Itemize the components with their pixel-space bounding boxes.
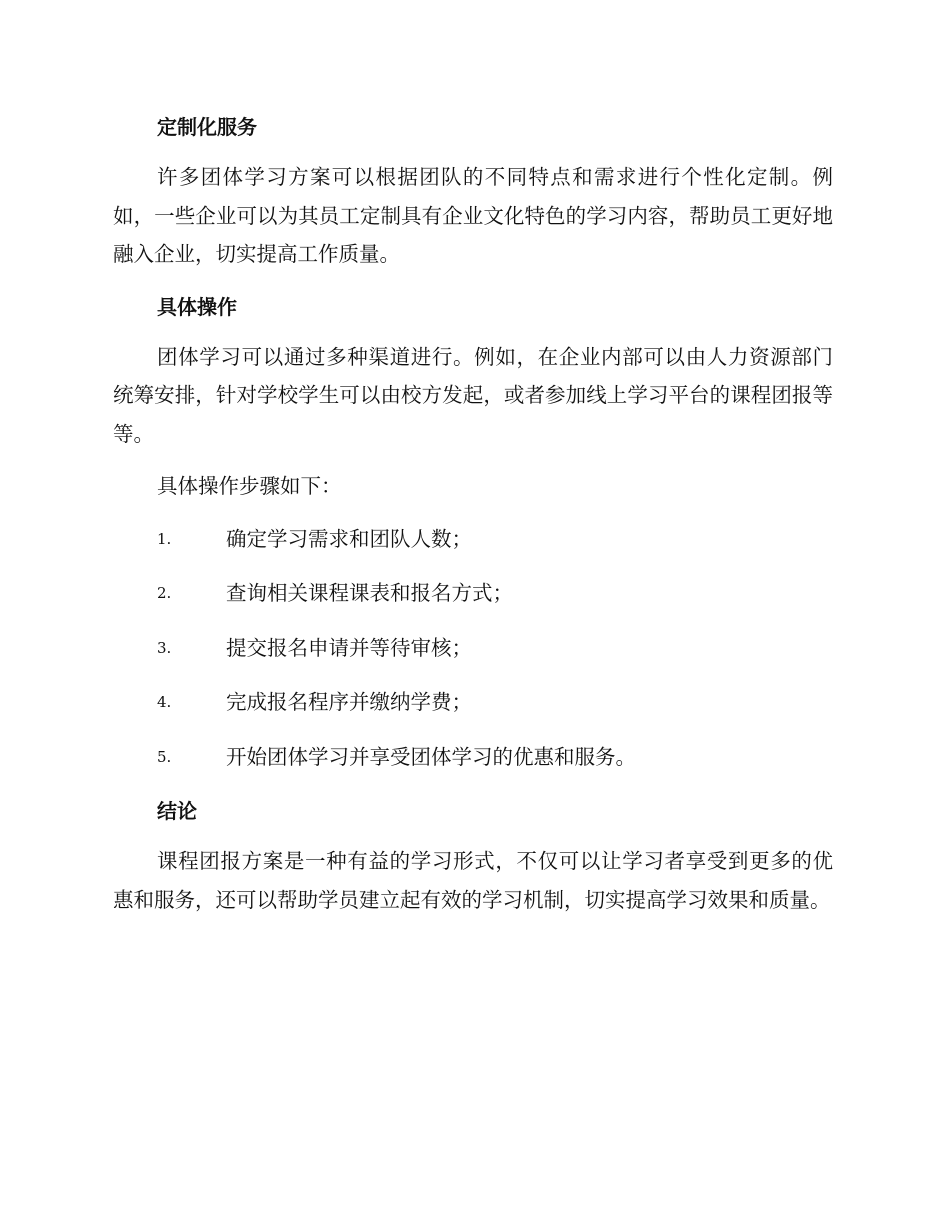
section-heading: 结论 — [157, 799, 197, 823]
list-text: 开始团体学习并享受团体学习的优惠和服务。 — [226, 744, 636, 769]
section-heading: 定制化服务 — [157, 115, 257, 139]
list-item — [113, 738, 833, 776]
list-item — [113, 574, 833, 612]
list-number: 1. — [157, 529, 172, 548]
steps-list — [113, 520, 833, 776]
list-text: 完成报名程序并缴纳学费； — [226, 690, 472, 714]
body-paragraph: 许多团体学习方案可以根据团队的不同特点和需求进行个性化定制。例如，一些企业可以为其员工定制具有企业文化特色的学习内容，帮助员工更好地融入企业，切实提高工作质量。 — [113, 165, 833, 266]
body-paragraph: 团体学习可以通过多种渠道进行。例如，在企业内部可以由人力资源部门统筹安排，针对学校学生可以由校方发起，或者参加线上学习平台的课程团报等等。 — [113, 344, 833, 446]
list-item — [113, 683, 833, 721]
list-text: 确定学习需求和团队人数； — [226, 526, 472, 551]
section-conclusion — [113, 792, 833, 919]
steps-intro: 具体操作步骤如下： — [157, 474, 342, 498]
list-item — [113, 629, 833, 667]
document-body — [113, 108, 833, 933]
list-item — [113, 520, 833, 558]
list-number: 3. — [157, 638, 172, 657]
section-customized-service — [113, 108, 833, 274]
list-text: 查询相关课程课表和报名方式； — [226, 581, 513, 605]
list-number: 5. — [157, 747, 172, 766]
section-heading: 具体操作 — [157, 294, 237, 319]
section-specific-operation — [113, 288, 833, 776]
list-number: 4. — [157, 693, 172, 711]
list-text: 提交报名申请并等待审核； — [226, 635, 472, 660]
list-number: 2. — [157, 584, 172, 602]
body-paragraph: 课程团报方案是一种有益的学习形式，不仅可以让学习者享受到更多的优惠和服务，还可以帮助学员建立起有效的学习机制，切实提高学习效果和质量。 — [113, 849, 833, 912]
